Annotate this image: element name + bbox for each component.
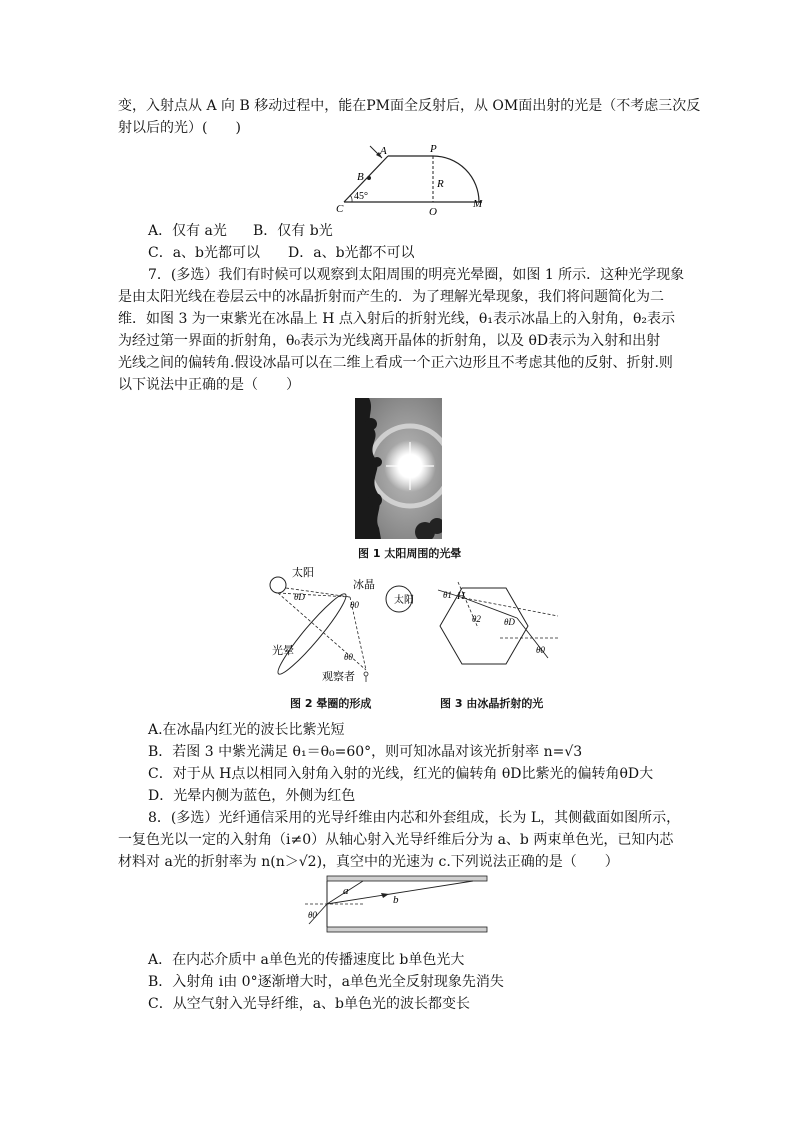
label-B: B [357,171,364,183]
fig8-label-b: b [393,894,399,906]
q6-figure [330,140,490,218]
label-O: O [429,206,437,218]
q7-option-a: A.在冰晶内红光的波长比紫光短 [148,722,345,738]
q8-text-line1: 8．(多选）光纤通信采用的光导纤维由内芯和外套组成，长为 L，其侧截面如图所示， [148,810,681,826]
q6-option-a: A．仅有 a光 [148,223,227,239]
fig3-sun-label: 太阳 [394,595,414,606]
q8-fiber-figure [303,872,493,938]
q7-text-line5: 光线之间的偏转角.假设冰晶可以在二维上看成一个正六边形且不考虑其他的反射、折射.则 [118,355,673,371]
fig3-crystal-refraction [380,580,560,690]
fig2-observer-label: 观察者 [322,671,355,683]
fig3-thetaD: θD [504,617,515,627]
label-M: M [473,198,483,210]
fig1-caption: 图 1 太阳周围的光晕 [358,547,462,560]
q6-option-b: B．仅有 b光 [253,223,333,239]
q7-text-line6: 以下说法中正确的是（ ） [118,377,300,393]
q7-text-line4: 为经过第一界面的折射角，θ₀表示为光线离开晶体的折射角，以及 θD表示为入射和出射 [118,333,661,349]
q6-option-d: D．a、b光都不可以 [288,245,415,261]
fig8-theta: θ0 [308,910,317,920]
label-45deg: 45° [354,191,368,202]
fig3-theta1: θ1 [443,590,452,600]
label-P: P [430,143,437,155]
halo-photo [355,398,442,539]
q7-text-line1: 7．(多选）我们有时候可以观察到太阳周围的明亮光晕圈，如图 1 所示．这种光学现象 [148,267,685,283]
q6-option-c: C．a、b光都可以 [148,245,261,261]
fig8-label-a: a [343,885,349,897]
fig2-halo-label: 光晕 [272,645,294,657]
fig2-sun-label: 太阳 [292,567,314,579]
fig2-caption: 图 2 晕圈的形成 [290,697,372,710]
fig2-crystal-label: 冰晶 [353,579,375,591]
q8-option-b: B．入射角 i由 0°逐渐增大时，a单色光全反射现象先消失 [148,974,504,990]
q8-text-line2: 一复色光以一定的入射角（i≠0）从轴心射入光导纤维后分为 a、b 两束单色光，已知内芯 [118,832,674,848]
q6-text-line2: 射以后的光）( ) [118,120,241,136]
q8-option-c: C．从空气射入光导纤维，a、b单色光的波长都变长 [148,996,471,1012]
q8-text-line3: 材料对 a光的折射率为 n(n＞√2)，真空中的光速为 c.下列说法正确的是（ ） [118,854,619,870]
q6-text-line1: 变，入射点从 A 向 B 移动过程中，能在PM面全反射后，从 OM面出射的光是（不考虑三次反 [118,98,701,114]
fig3-theta0: θ0 [536,645,545,655]
q7-text-line2: 是由太阳光线在卷层云中的冰晶折射而产生的．为了理解光晕现象，我们将问题简化为二 [118,289,664,305]
q8-option-a: A．在内芯介质中 a单色光的传播速度比 b单色光大 [148,952,465,968]
label-R: R [437,178,444,190]
q7-text-line3: 维．如图 3 为一束紫光在冰晶上 H 点入射后的折射光线，θ₁表示冰晶上的入射角，θ₂表示 [118,311,675,327]
fig3-caption: 图 3 由冰晶折射的光 [440,697,544,710]
label-C: C [336,203,344,215]
q7-option-c: C．对于从 H点以相同入射角入射的光线，红光的偏转角 θD比紫光的偏转角θD大 [148,766,654,782]
label-A: A [380,145,387,157]
fig3-H: H [457,590,465,602]
fig2-theta-0b: θ0 [344,652,353,662]
fig2-theta-0: θ0 [350,600,359,610]
fig2-theta-d: θD [294,592,305,602]
q7-option-b: B．若图 3 中紫光满足 θ₁＝θ₀=60°，则可知冰晶对该光折射率 n=√3 [148,744,583,760]
q7-option-d: D．光晕内侧为蓝色，外侧为红色 [148,788,356,804]
fig3-theta2: θ2 [472,614,481,624]
